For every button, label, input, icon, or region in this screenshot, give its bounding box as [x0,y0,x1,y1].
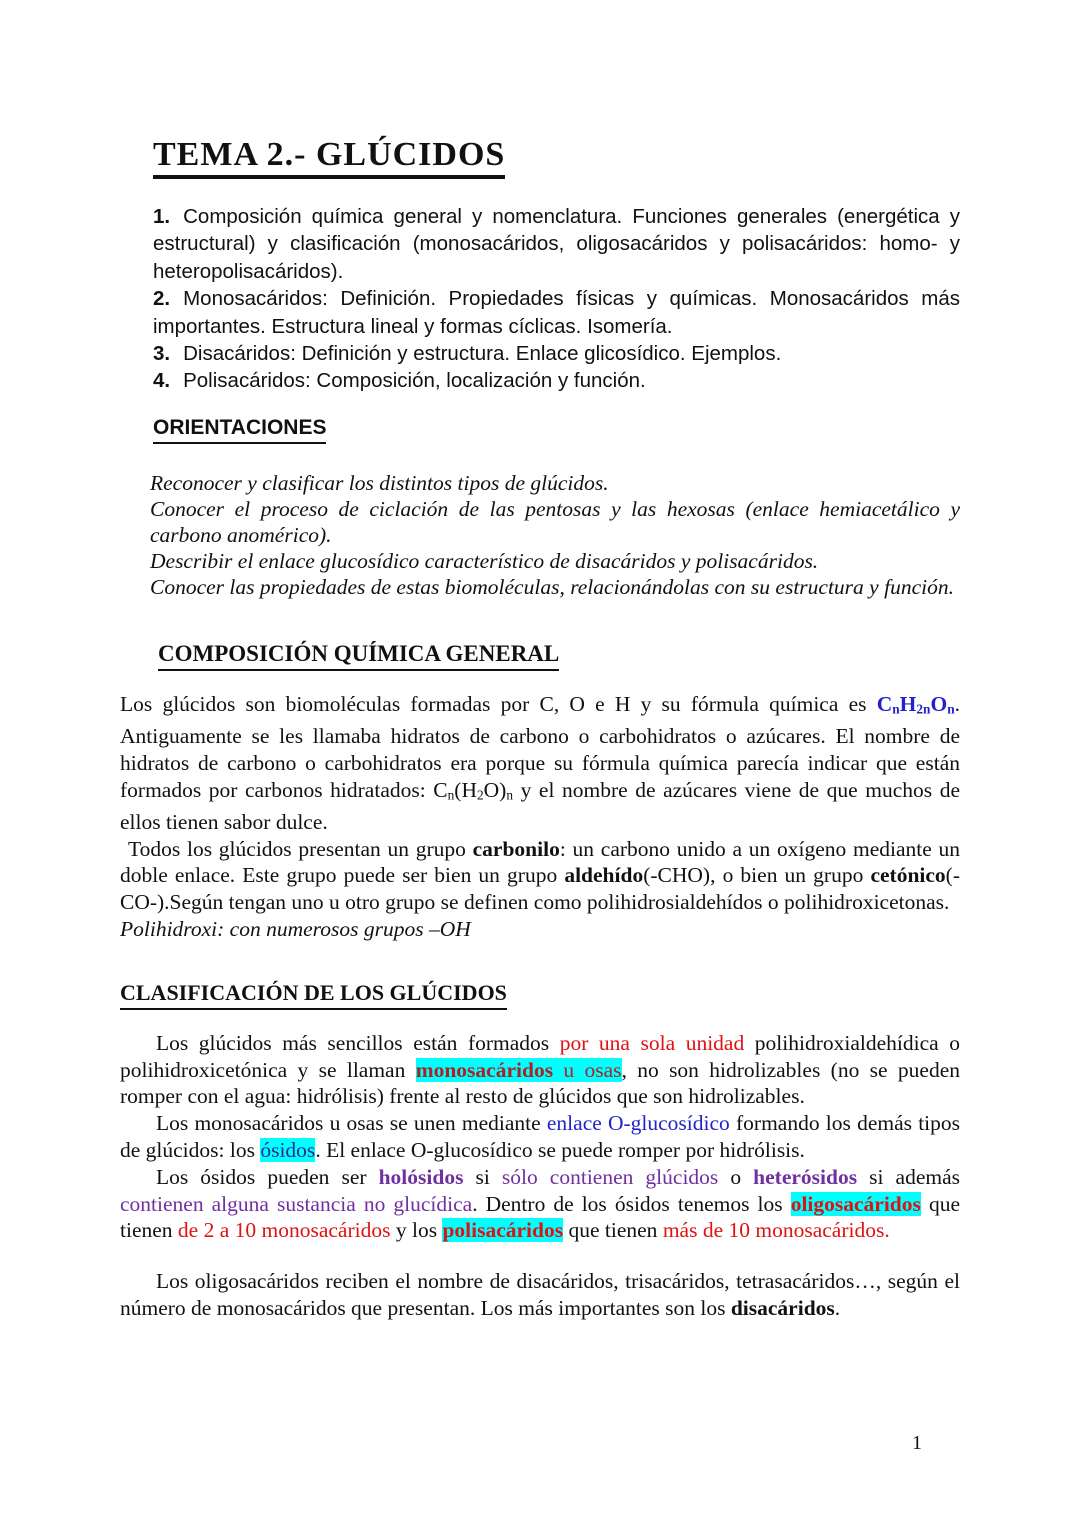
syllabus-item-text: Disacáridos: Definición y estructura. Enlace glicosídico. Ejemplos. [183,342,782,366]
page-number: 1 [912,1432,922,1454]
syllabus-item-number: 1. [153,205,171,228]
syllabus-list [153,203,960,395]
clasificacion-paragraph-holosidos: Los ósidos pueden ser holósidos si sólo contienen glúcidos o heterósidos si además contienen alguna sustancia no glucídica. Dentro de los ósidos tenemos los oligosacáridos que tienen de 2 a 10 monosacáridos y los polisacáridos que tienen más de 10 monosacáridos. [120,1164,960,1243]
heading-composicion-quimica: COMPOSICIÓN QUÍMICA GENERAL [158,640,960,671]
syllabus-item-text: Polisacáridos: Composición, localización y función. [183,369,646,393]
clasificacion-paragraph-oligosacaridos: Los oligosacáridos reciben el nombre de disacáridos, trisacáridos, tetrasacáridos…, según el número de monosacáridos que presentan. Los más importantes son los disacáridos. [120,1269,960,1320]
syllabus-item [153,285,960,340]
composicion-paragraph-formula: Los glúcidos son biomoléculas formadas por C, O e H y su fórmula química es CnH2nOn. Antiguamente se les llamaba hidratos de carbono o carbohidratos o azúcares. El nombre de hidratos de carbono o carbohidratos era porque su fórmula química parecía indicar que están formados por carbonos hidratados: Cn(H2O)n y el nombre de azúcares viene de que muchos de ellos tienen sabor dulce. [120,691,960,834]
syllabus-item-text: Composición química general y nomenclatura. Funciones generales (energética y estructural) y clasificación (monosacáridos, oligosacáridos y polisacáridos: homo- y heteropolisacáridos). [153,205,960,283]
composicion-note-polihidroxi: Polihidroxi: con numerosos grupos –OH [120,917,471,941]
syllabus-item-number: 4. [153,369,171,393]
syllabus-item-number: 2. [153,287,171,311]
clasificacion-paragraph-osidos: Los monosacáridos u osas se unen mediante enlace O-glucosídico formando los demás tipos de glúcidos: los ósidos. El enlace O-glucosídico se puede romper por hidrólisis. [120,1111,961,1162]
syllabus-item [153,203,960,285]
clasificacion-paragraph-monosacaridos: Los glúcidos más sencillos están formados por una sola unidad polihidroxialdehídica o polihidroxicetónica y se llaman monosacáridos u osas, no son hidrolizables (no se pueden romper con el agua: hidrólisis) frente al resto de glúcidos que son hidrolizables. [120,1030,960,1109]
syllabus-item-text: Monosacáridos: Definición. Propiedades físicas y químicas. Monosacáridos más importantes. Estructura lineal y formas cíclicas. Isomería. [153,287,960,338]
page-content [120,0,960,1322]
syllabus-item [153,367,960,394]
heading-clasificacion: CLASIFICACIÓN DE LOS GLÚCIDOS [120,979,960,1010]
orientaciones-line: Conocer el proceso de ciclación de las pentosas y las hexosas (enlace hemiacetálico y carbono anomérico). [150,496,960,547]
orientaciones-line: Conocer las propiedades de estas biomoléculas, relacionándolas con su estructura y función. [150,574,954,599]
composicion-paragraph-carbonilo: Todos los glúcidos presentan un grupo carbonilo: un carbono unido a un oxígeno mediante un doble enlace. Este grupo puede ser bien un grupo aldehído(-CHO), o bien un grupo cetónico(-CO-).Según tengan uno u otro grupo se definen como polihidrosialdehídos o polihidroxicetonas. [120,836,961,915]
syllabus-item-number: 3. [153,342,171,366]
heading-orientaciones: ORIENTACIONES [153,415,960,444]
syllabus-item [153,340,960,367]
orientaciones-line: Reconocer y clasificar los distintos tipos de glúcidos. [150,470,609,495]
page-title: TEMA 2.- GLÚCIDOS [153,136,960,179]
orientaciones-text [150,470,960,600]
orientaciones-line: Describir el enlace glucosídico característico de disacáridos y polisacáridos. [150,548,819,573]
